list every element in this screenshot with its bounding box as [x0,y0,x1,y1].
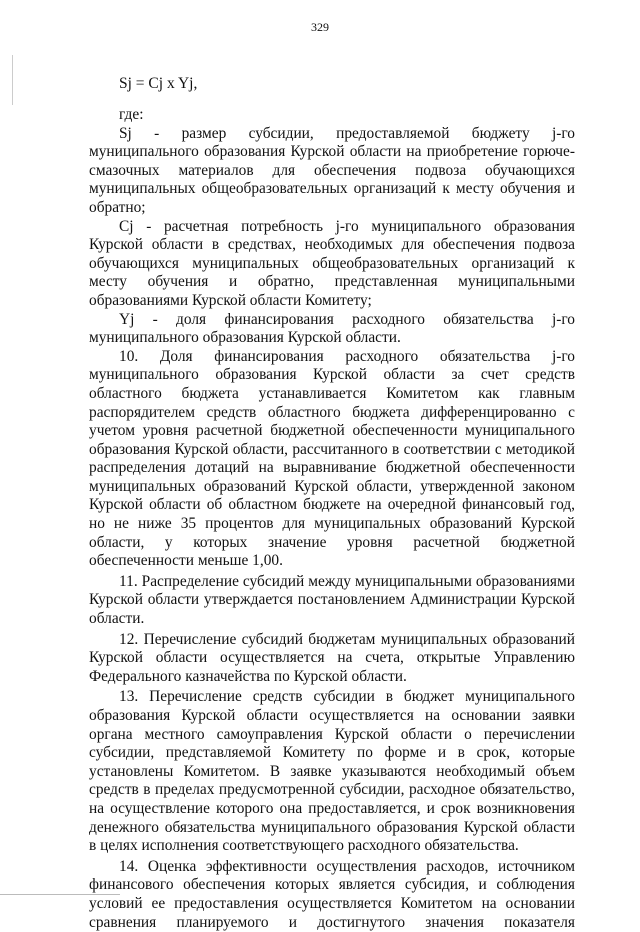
paragraph-11: 11. Распределение субсидий между муниципальными образованиями Курской области утверждается постановлением Администрации Курской области. [89,572,575,628]
definition-cj: Cj - расчетная потребность j-го муниципального образования Курской области в средствах, необходимых для обеспечения подвоза обучающихся муниципальных общеобразовательных организаций к месту обучения и обратно, представленная муниципальными образованиями Курской области Комитету; [89,217,575,309]
paragraph-13: 13. Перечисление средств субсидии в бюджет муниципального образования Курской области осуществляется на основании заявки органа местного самоуправления Курской области о перечислении субсидии, представляемой Комитету по форме и в срок, которые установлены Комитетом. В заявке указываются необходимый объем средств в пределах предусмотренной субсидии, расходное обязательство, на осуществление которого она предоставляется, и срок возникновения денежного обязательства муниципального образования Курской области в целях исполнения соответствующего расходного обязательства. [89,688,575,855]
definition-sj: Sj - размер субсидии, предоставляемой бюджету j-го муниципального образования Курской области на приобретение горюче-смазочных материалов для обеспечения подвоза обучающихся муниципальных общеобразовательных организаций к месту обучения и обратно; [89,124,575,216]
paragraph-14: 14. Оценка эффективности осуществления расходов, источником финансового обеспечения которых является субсидия, и соблюдения условий ее предоставления осуществляется Комитетом на основании сравнения планируемого и достигнутого значения показателя [89,857,575,931]
page-number: 329 [311,20,329,34]
paragraph-12: 12. Перечисление субсидий бюджетам муниципальных образований Курской области осуществляется на счета, открытые Управлению Федерального казначейства по Курской области. [89,630,575,685]
where-label: где: [119,106,144,123]
formula: Sj = Cj x Yj, [119,75,198,92]
document-body [89,106,575,932]
scan-margin-line [12,55,13,105]
definition-yj: Yj - доля финансирования расходного обязательства j-го муниципального образования Курской области. [89,310,575,347]
scan-bottom-line [0,894,120,895]
paragraph-10: 10. Доля финансирования расходного обязательства j-го муниципального образования Курской области за счет средств областного бюджета устанавливается Комитетом как главным распорядителем средств областного бюджета дифференцированно с учетом уровня расчетной бюджетной обеспеченности муниципального образования Курской области, рассчитанного в соответствии с методикой распределения дотаций на выравнивание бюджетной обеспеченности муниципальных образований Курской области, утвержденной законом Курской области об областном бюджете на очередной финансовый год, но не ниже 35 процентов для муниципальных образований Курской области, у которых значение уровня расчетной бюджетной обеспеченности меньше 1,00. [89,347,575,570]
